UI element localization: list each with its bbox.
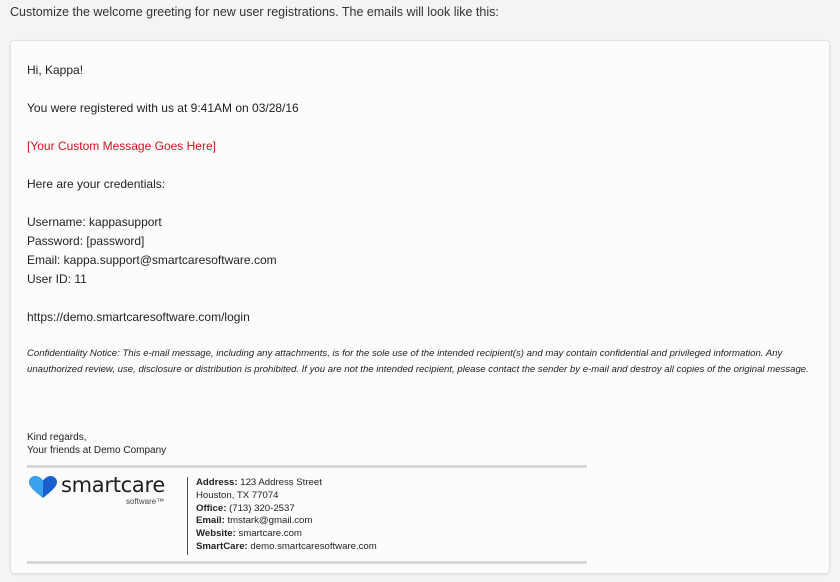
sig-address — [196, 477, 322, 488]
smartcare-logo — [29, 473, 179, 509]
sig-address-label: Address: — [196, 477, 238, 488]
logo-wordmark: smartcare — [61, 473, 165, 497]
signature-top-rule — [27, 465, 587, 468]
sig-website-label: Website: — [196, 528, 236, 539]
email-preview-card — [10, 40, 830, 574]
page-intro: Customize the welcome greeting for new user registrations. The emails will look like this: — [10, 5, 499, 19]
sig-email-label: Email: — [196, 515, 225, 526]
friends-line: Your friends at Demo Company — [27, 445, 167, 456]
sig-website-value: smartcare.com — [238, 528, 302, 539]
email-custom-message: [Your Custom Message Goes Here] — [27, 139, 216, 153]
email-password: Password: [password] — [27, 234, 145, 248]
sig-office-value: (713) 320-2537 — [229, 503, 295, 514]
signature-bottom-rule — [27, 561, 587, 564]
sig-smartcare — [196, 541, 377, 552]
sig-website — [196, 528, 302, 539]
email-credentials-intro: Here are your credentials: — [27, 177, 166, 191]
sig-address-value: 123 Address Street — [240, 477, 322, 488]
sig-city: Houston, TX 77074 — [196, 490, 279, 501]
sig-office-label: Office: — [196, 503, 227, 514]
email-user-id: User ID: 11 — [27, 272, 87, 286]
email-username: Username: kappasupport — [27, 215, 162, 229]
sig-email-value: tmstark@gmail.com — [227, 515, 313, 526]
signature-divider — [187, 477, 188, 555]
email-login-url: https://demo.smartcaresoftware.com/login — [27, 310, 250, 324]
sig-smartcare-value: demo.smartcaresoftware.com — [250, 541, 377, 552]
email-greeting: Hi, Kappa! — [27, 63, 84, 77]
logo-subtitle: software™ — [126, 497, 165, 506]
confidentiality-notice: Confidentiality Notice: This e-mail message, including any attachments, is for the sole use of the intended recipient(s) and may contain confidential and privileged information. Any unauthorized review, use, disclosure or distribution is prohibited. If you are not the intended recipient, please contact the sender by e-mail and destroy all copies of the original message. — [27, 348, 809, 375]
email-registered-line: You were registered with us at 9:41AM on 03/28/16 — [27, 101, 299, 115]
heart-logo-icon — [29, 476, 57, 500]
sig-smartcare-label: SmartCare: — [196, 541, 248, 552]
kind-regards: Kind regards, — [27, 432, 87, 443]
sig-email — [196, 515, 312, 526]
email-address-line: Email: kappa.support@smartcaresoftware.com — [27, 253, 277, 267]
sig-office — [196, 503, 295, 514]
